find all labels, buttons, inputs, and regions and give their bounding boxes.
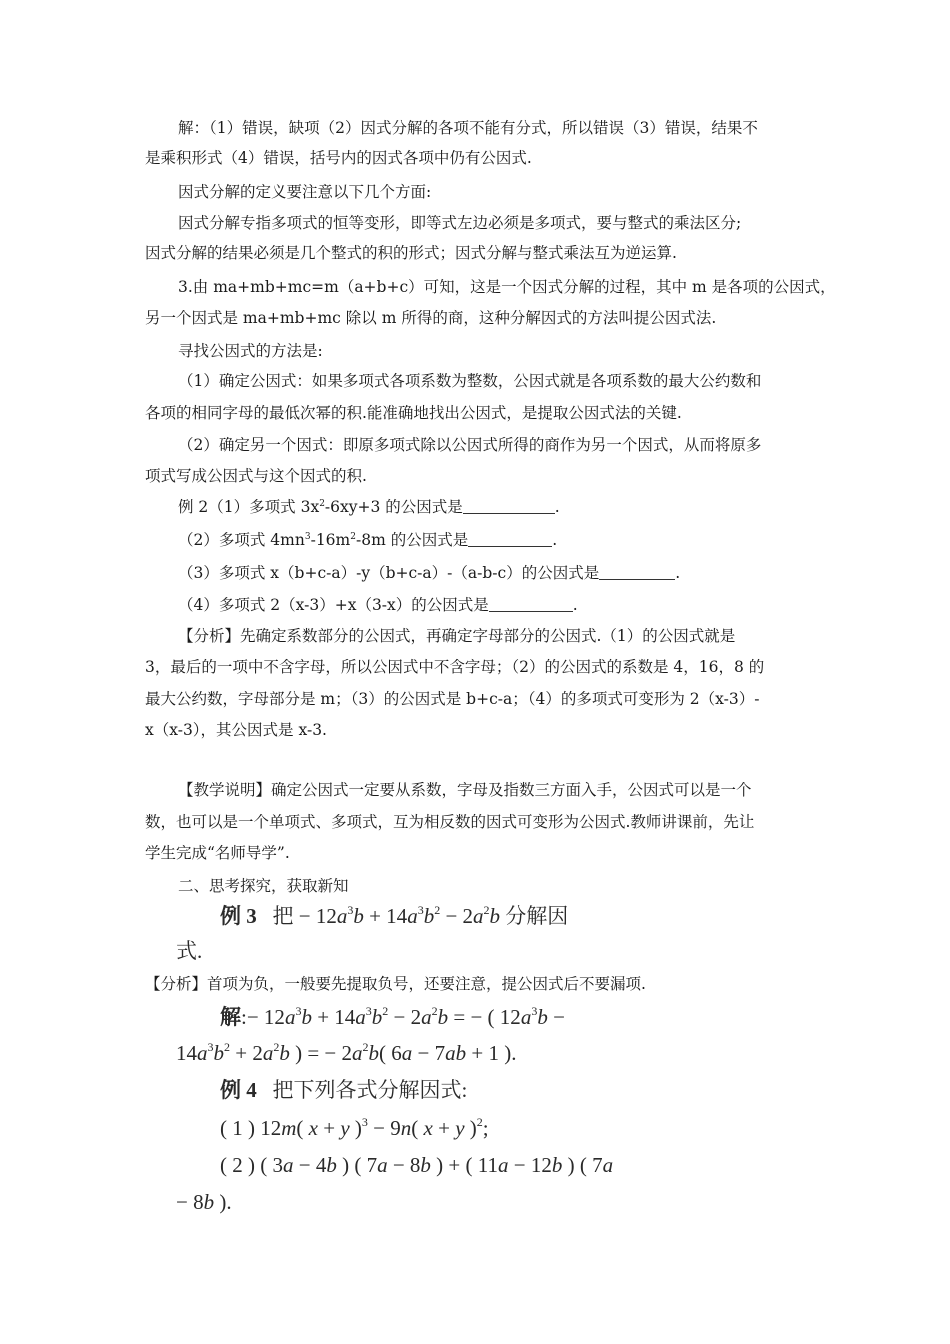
analysis-line-4: x（x-3），其公因式是 x-3. — [145, 721, 327, 739]
analysis-line-1: 【分析】先确定系数部分的公因式，再确定字母部分的公因式.（1）的公因式就是 — [178, 627, 736, 645]
answer-blank — [463, 499, 555, 514]
answer-blank — [489, 597, 573, 612]
teaching-note-line-3: 学生完成“名师导学”. — [145, 844, 290, 862]
example-4-item-2: ( 2 ) ( 3a − 4b ) ( 7a − 8b ) + ( 11a − 12b ) ( 7a — [220, 1153, 614, 1177]
common-factor-line-1: 3.由 ma+mb+mc=m（a+b+c）可知，这是一个因式分解的过程，其中 m 是各项的公因式， — [178, 278, 836, 296]
example-2-item-2: （2）多项式 $4mn^3-16m^2-8m$ 的公因式是 . — [178, 531, 558, 549]
example-3-line-1: 例 3 把 − $12a^3b + 14a^3b^2 - 2a^2b$ 分解因 — [220, 903, 569, 928]
example-2-item-3: （3）多项式 x（b+c-a）-y（b+c-a）-（a-b-c）的公因式是 . — [178, 564, 681, 582]
section-2-heading: 二、思考探究，获取新知 — [178, 877, 349, 895]
teaching-note-line-1: 【教学说明】确定公因式一定要从系数，字母及指数三方面入手，公因式可以是一个 — [178, 781, 752, 799]
definition-line-1: 因式分解专指多项式的恒等变形，即等式左边必须是多项式，要与整式的乘法区分; — [178, 214, 742, 232]
example-3-line-2: 式. — [176, 939, 203, 963]
example-4-item-1: ( 1 ) 12m( x + y )$^3$ − 9n( x + y )$^2$; — [220, 1115, 489, 1140]
method-2-line-1: （2）确定另一个因式：即原多项式除以公因式所得的商作为另一个因式，从而将原多 — [178, 436, 762, 454]
solution-line-1: 解：（1）错误，缺项（2）因式分解的各项不能有分式，所以错误（3）错误，结果不 — [178, 119, 758, 137]
common-factor-line-2: 另一个因式是 ma+mb+mc 除以 m 所得的商，这种分解因式的方法叫提公因式法. — [145, 309, 717, 327]
definition-line-2: 因式分解的结果必须是几个整式的积的形式；因式分解与整式乘法互为逆运算. — [145, 244, 677, 262]
example-2-item-4: （4）多项式 2（x-3）+x（3-x）的公因式是 . — [178, 596, 578, 614]
example-2-item-1: 例 2（1）多项式 $3x^2-6xy+3$ 的公因式是 . — [178, 498, 560, 516]
definition-note: 因式分解的定义要注意以下几个方面: — [178, 183, 432, 201]
answer-blank — [468, 532, 552, 547]
analysis-example-3: 【分析】首项为负，一般要先提取负号，还要注意，提公因式后不要漏项. — [145, 975, 646, 993]
answer-blank — [599, 565, 675, 580]
analysis-line-2: 3，最后的一项中不含字母，所以公因式中不含字母；（2）的公因式的系数是 4，16，8 的 — [145, 658, 765, 676]
teaching-note-line-2: 数，也可以是一个单项式、多项式，互为相反数的因式可变形为公因式.教师讲课前，先让 — [145, 813, 755, 831]
solution-line-2: 是乘积形式（4）错误，括号内的因式各项中仍有公因式. — [145, 149, 532, 167]
solution-3-line-1: 解:− $12a^3b + 14a^3b^2 - 2a^2b$ = − ( $12a^3b$ − — [220, 1004, 565, 1029]
method-1-line-2: 各项的相同字母的最低次幂的积.能准确地找出公因式，是提取公因式法的关键. — [145, 404, 682, 422]
method-1-line-1: （1）确定公因式：如果多项式各项系数为整数，公因式就是各项系数的最大公约数和 — [178, 372, 762, 390]
analysis-line-3: 最大公约数，字母部分是 m；（3）的公因式是 b+c-a；（4）的多项式可变形为 2（x-3）- — [145, 690, 760, 708]
solution-3-line-2: $14a^3b^2 + 2a^2b$ ) = − $2a^2b$( 6a − 7ab + 1 ). — [176, 1040, 517, 1065]
method-2-line-2: 项式写成公因式与这个因式的积. — [145, 467, 367, 485]
method-heading: 寻找公因式的方法是: — [178, 342, 323, 360]
example-4-item-2-cont: − 8b ). — [176, 1190, 232, 1214]
example-4-heading: 例 4 把下列各式分解因式: — [220, 1078, 468, 1102]
